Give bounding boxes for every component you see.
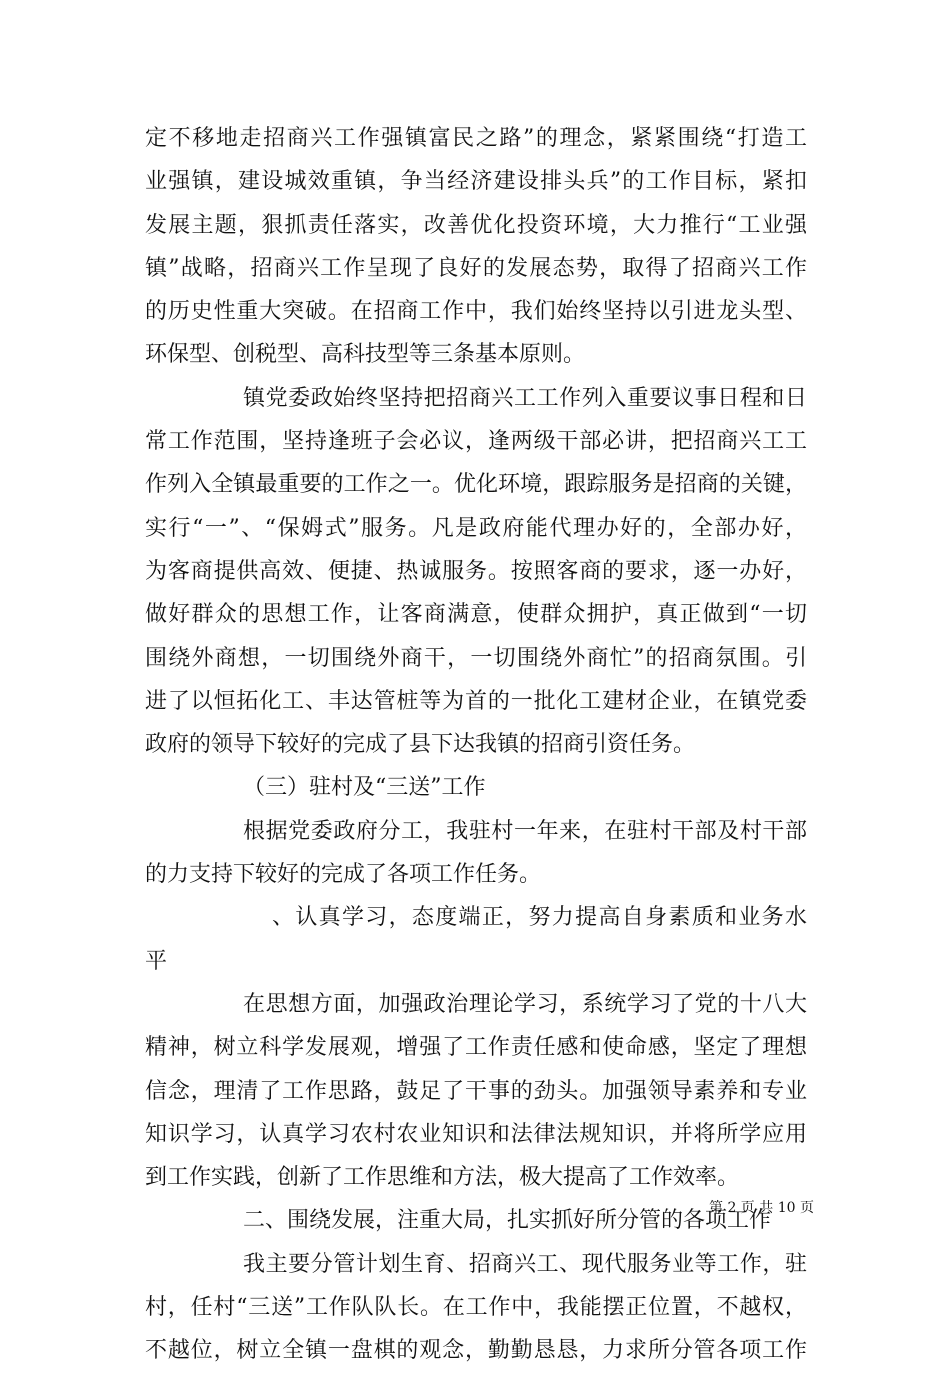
text-line: 作列入全镇最重要的工作之一。优化环境，跟踪服务是招商的关键， bbox=[145, 472, 807, 498]
text-line: 的力支持下较好的完成了各项工作任务。 bbox=[145, 862, 542, 888]
text-line: 镇”战略，招商兴工作呈现了良好的发展态势，取得了招商兴工作 bbox=[145, 255, 807, 281]
text-line: 村，任村“三送”工作队队长。在工作中，我能摆正位置，不越权， bbox=[145, 1295, 807, 1321]
text-line: 业强镇，建设城效重镇，争当经济建设排头兵”的工作目标，紧扣 bbox=[145, 169, 807, 195]
text-line: 的历史性重大突破。在招商工作中，我们始终坚持以引进龙头型、 bbox=[145, 299, 807, 325]
text-line: 常工作范围，坚持逢班子会必议，逢两级干部必讲，把招商兴工工 bbox=[145, 429, 807, 455]
text-line: 信念，理清了工作思路，鼓足了干事的劲头。加强领导素养和专业 bbox=[145, 1078, 807, 1104]
subsection-heading: 、认真学习，态度端正，努力提高自身素质和业务水 bbox=[272, 905, 807, 931]
page-number-footer: 第 2 页 共 10 页 bbox=[709, 1200, 814, 1216]
body-text bbox=[145, 117, 807, 1373]
text-line: 定不移地走招商兴工作强镇富民之路”的理念，紧紧围绕“打造工 bbox=[145, 126, 807, 151]
text-line: 实行“一”、“保姆式”服务。凡是政府能代理办好的，全部办好， bbox=[145, 515, 807, 541]
paragraph-first-line: 根据党委政府分工，我驻村一年来，在驻村干部及村干部 bbox=[243, 818, 807, 844]
text-line: 到工作实践，创新了工作思维和方法，极大提高了工作效率。 bbox=[145, 1165, 740, 1191]
text-line: 为客商提供高效、便捷、热诚服务。按照客商的要求，逐一办好， bbox=[145, 558, 807, 584]
text-line: 知识学习，认真学习农村农业知识和法律法规知识，并将所学应用 bbox=[145, 1121, 807, 1147]
section-heading: 二、围绕发展，注重大局，扎实抓好所分管的各项工作 bbox=[243, 1208, 772, 1234]
paragraph-first-line: 我主要分管计划生育、招商兴工、现代服务业等工作，驻 bbox=[243, 1251, 807, 1277]
text-line: 不越位，树立全镇一盘棋的观念，勤勤恳恳，力求所分管各项工作 bbox=[145, 1338, 807, 1364]
paragraph-first-line: 镇党委政始终坚持把招商兴工工作列入重要议事日程和日 bbox=[243, 385, 807, 411]
text-line: 政府的领导下较好的完成了县下达我镇的招商引资任务。 bbox=[145, 732, 696, 758]
text-line: 环保型、创税型、高科技型等三条基本原则。 bbox=[145, 342, 586, 368]
text-line: 进了以恒拓化工、丰达管桩等为首的一批化工建材企业，在镇党委 bbox=[145, 688, 807, 714]
section-heading: （三）驻村及“三送”工作 bbox=[243, 775, 486, 801]
text-line: 精神，树立科学发展观，增强了工作责任感和使命感，坚定了理想 bbox=[145, 1035, 807, 1061]
text-line: 做好群众的思想工作，让客商满意，使群众拥护，真正做到“一切 bbox=[145, 602, 807, 628]
text-line: 发展主题，狠抓责任落实，改善优化投资环境，大力推行“工业强 bbox=[145, 212, 807, 238]
paragraph-first-line: 在思想方面，加强政治理论学习，系统学习了党的十八大 bbox=[243, 991, 807, 1017]
text-line: 围绕外商想，一切围绕外商干，一切围绕外商忙”的招商氛围。引 bbox=[145, 645, 807, 671]
subsection-heading-continued: 平 bbox=[145, 948, 168, 974]
